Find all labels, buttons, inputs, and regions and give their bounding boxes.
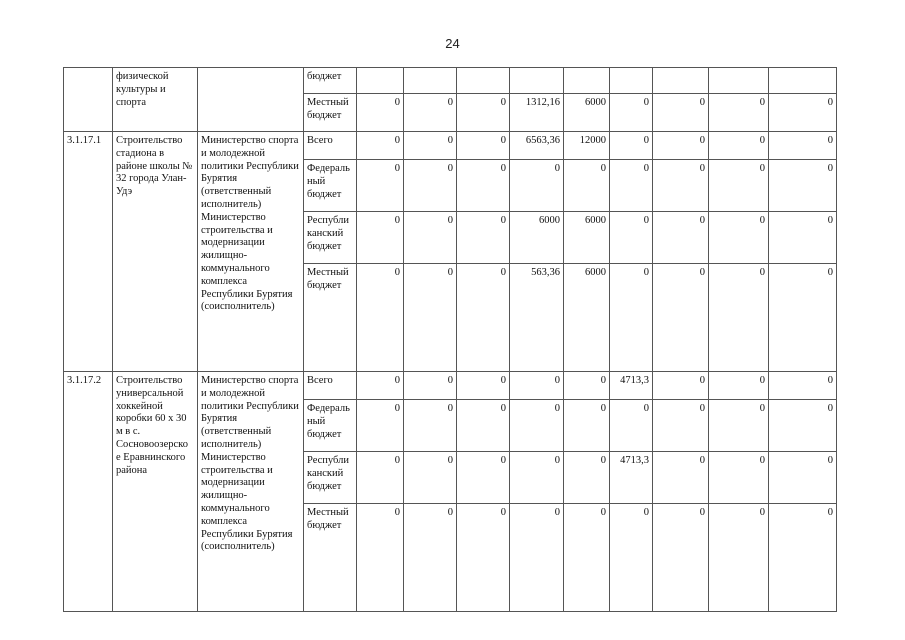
funding-source-cell: Республи канский бюджет [304,212,357,264]
funding-source-cell: бюджет [304,68,357,94]
value-cell: 0 [709,372,769,400]
value-cell: 0 [769,132,837,160]
value-cell [457,68,510,94]
value-cell: 4713,3 [610,452,653,504]
page-number: 24 [445,36,460,51]
value-cell: 0 [404,372,457,400]
value-cell: 0 [357,452,404,504]
funding-source-cell: Местный бюджет [304,504,357,612]
value-cell: 0 [404,212,457,264]
value-cell [769,68,837,94]
item-code-cell: 3.1.17.2 [64,372,113,612]
value-cell: 0 [457,212,510,264]
value-cell: 6000 [564,264,610,372]
value-cell: 0 [709,264,769,372]
value-cell: 0 [769,504,837,612]
value-cell: 0 [769,400,837,452]
value-cell [510,68,564,94]
value-cell: 1312,16 [510,94,564,132]
value-cell: 0 [610,504,653,612]
value-cell: 0 [457,264,510,372]
value-cell: 0 [709,94,769,132]
value-cell: 0 [769,212,837,264]
funding-source-cell: Республи канский бюджет [304,452,357,504]
funding-source-cell: Федераль ный бюджет [304,160,357,212]
value-cell: 0 [564,452,610,504]
table-row [64,68,837,94]
value-cell: 4713,3 [610,372,653,400]
funding-source-cell: Всего [304,372,357,400]
value-cell: 0 [610,132,653,160]
value-cell: 0 [769,264,837,372]
value-cell: 0 [769,160,837,212]
value-cell: 0 [653,372,709,400]
value-cell: 0 [769,452,837,504]
value-cell [653,68,709,94]
value-cell: 0 [653,132,709,160]
value-cell [404,68,457,94]
value-cell: 0 [357,94,404,132]
item-name-cell: физической культуры и спорта [113,68,198,132]
value-cell: 0 [653,94,709,132]
value-cell: 0 [404,160,457,212]
value-cell: 12000 [564,132,610,160]
item-name-cell: Строительство универсальной хоккейной коробки 60 x 30 м в с. Сосновоозерско е Еравнинского района [113,372,198,612]
value-cell: 0 [404,132,457,160]
value-cell: 0 [404,504,457,612]
value-cell: 0 [357,212,404,264]
funding-source-cell: Всего [304,132,357,160]
value-cell: 0 [653,452,709,504]
value-cell: 0 [653,504,709,612]
value-cell: 563,36 [510,264,564,372]
value-cell: 0 [357,264,404,372]
value-cell: 0 [709,160,769,212]
funding-source-cell: Местный бюджет [304,94,357,132]
value-cell: 0 [709,452,769,504]
value-cell: 0 [357,160,404,212]
value-cell: 0 [404,452,457,504]
value-cell: 0 [653,264,709,372]
value-cell: 6000 [564,94,610,132]
value-cell: 0 [357,504,404,612]
value-cell: 0 [510,452,564,504]
value-cell: 6000 [564,212,610,264]
value-cell: 0 [357,132,404,160]
executor-cell [198,68,304,132]
value-cell: 0 [564,504,610,612]
value-cell: 0 [610,264,653,372]
table-row [64,132,837,160]
value-cell: 0 [564,160,610,212]
value-cell [357,68,404,94]
value-cell: 0 [510,400,564,452]
value-cell: 0 [457,94,510,132]
value-cell: 6563,36 [510,132,564,160]
value-cell [709,68,769,94]
executor-cell: Министерство спорта и молодежной политики Республики Бурятия (ответственный исполнитель) Министерство строительства и модернизации жилищно-коммунального комплекса Республики Бурятия (соисполнитель) [198,132,304,372]
value-cell: 0 [769,94,837,132]
value-cell: 0 [769,372,837,400]
value-cell: 0 [653,400,709,452]
item-code-cell: 3.1.17.1 [64,132,113,372]
executor-cell: Министерство спорта и молодежной политики Республики Бурятия (ответственный исполнитель) Министерство строительства и модернизации жилищно-коммунального комплекса Республики Бурятия (соисполнитель) [198,372,304,612]
value-cell: 0 [404,264,457,372]
value-cell: 0 [709,132,769,160]
value-cell: 0 [457,160,510,212]
value-cell: 0 [610,400,653,452]
value-cell: 0 [404,400,457,452]
value-cell: 0 [457,132,510,160]
value-cell: 0 [457,504,510,612]
value-cell [610,68,653,94]
value-cell: 0 [709,212,769,264]
item-code-cell [64,68,113,132]
value-cell: 0 [510,504,564,612]
value-cell: 0 [457,452,510,504]
value-cell: 6000 [510,212,564,264]
value-cell: 0 [564,372,610,400]
value-cell: 0 [709,400,769,452]
value-cell: 0 [357,400,404,452]
value-cell: 0 [457,400,510,452]
funding-source-cell: Местный бюджет [304,264,357,372]
budget-table [63,67,837,612]
value-cell: 0 [357,372,404,400]
funding-source-cell: Федераль ный бюджет [304,400,357,452]
value-cell: 0 [653,212,709,264]
value-cell: 0 [510,372,564,400]
value-cell: 0 [510,160,564,212]
value-cell: 0 [564,400,610,452]
value-cell [564,68,610,94]
value-cell: 0 [610,94,653,132]
table-row [64,372,837,400]
value-cell: 0 [610,160,653,212]
value-cell: 0 [653,160,709,212]
item-name-cell: Строительство стадиона в районе школы № 32 города Улан-Удэ [113,132,198,372]
value-cell: 0 [709,504,769,612]
value-cell: 0 [457,372,510,400]
value-cell: 0 [610,212,653,264]
value-cell: 0 [404,94,457,132]
